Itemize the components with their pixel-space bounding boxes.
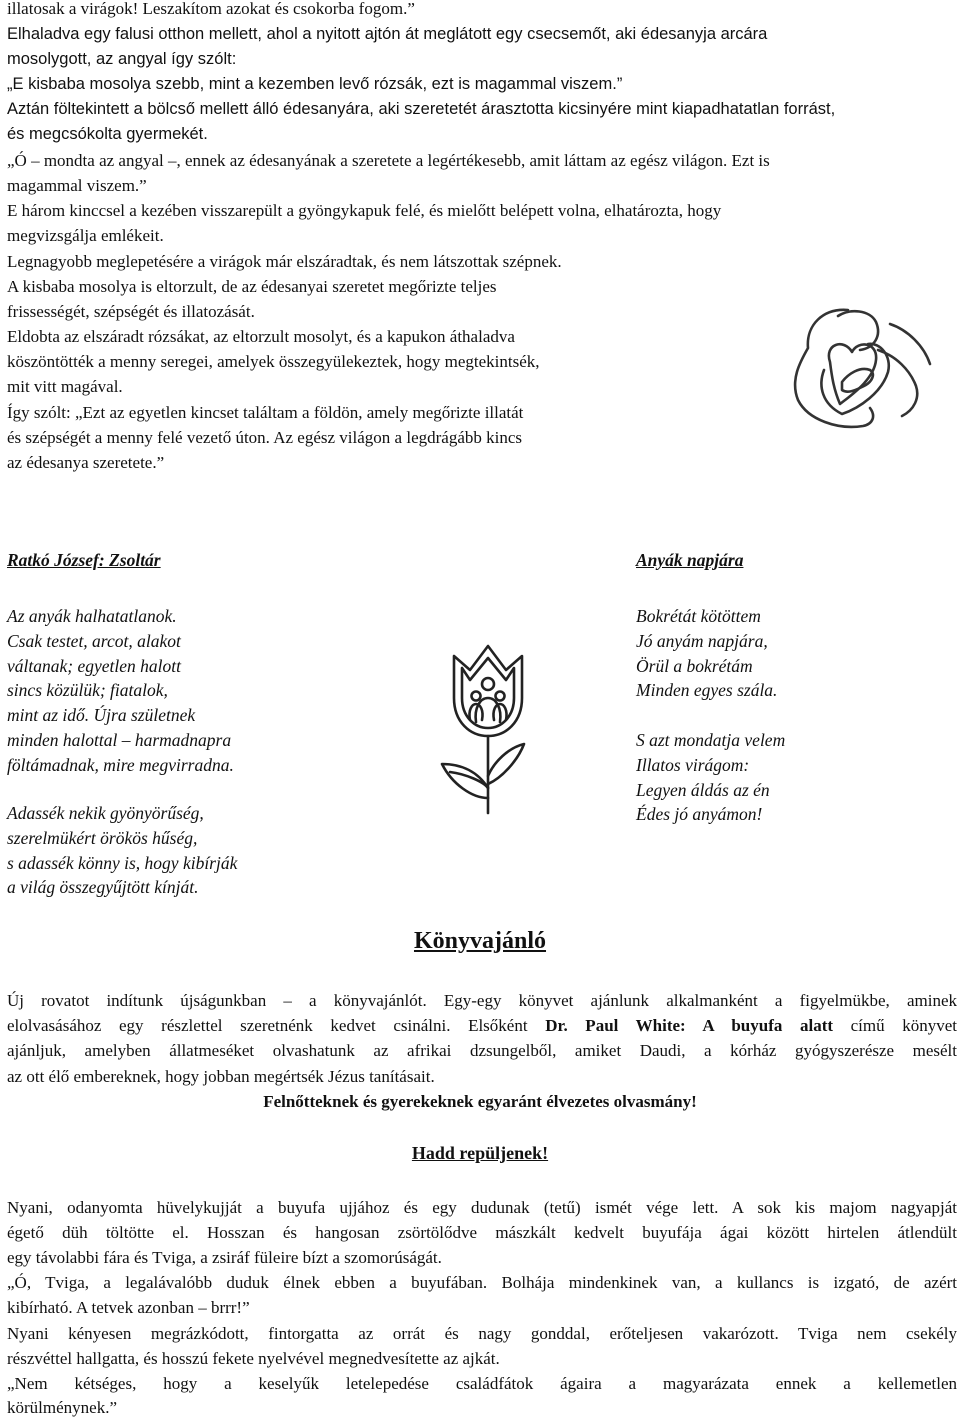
paragraph-line: [7, 1013, 957, 1038]
story-line: és megcsókolta gyermekét.: [7, 125, 208, 143]
poem-stanza: [7, 801, 237, 900]
poem-line: Legyen áldás az én: [636, 779, 770, 800]
poem-stanza: [636, 728, 785, 827]
story-line: Így szólt: „Ezt az egyetlen kincset találtam a földön, amely megőrizte illatát: [7, 403, 524, 422]
story-line: mosolygott, az angyal így szólt:: [7, 50, 237, 68]
poem-line: mint az idő. Újra születnek: [7, 705, 196, 726]
story-line: „E kisbaba mosolya szebb, mint a kezemben levő rózsák, ezt is magammal viszem.”: [7, 75, 623, 93]
paragraph-line: Új rovatot indítunk újságunkban – a könyvajánlót. Egy-egy könyvet ajánlunk alkalmanként a figyelmükbe, aminek: [7, 991, 957, 1010]
story-line: frissességét, szépségét és illatozását.: [7, 302, 255, 321]
poem-title-left: Ratkó József: Zsoltár: [7, 550, 161, 570]
poem-stanza: [636, 604, 777, 703]
story-line: az édesanya szeretete.”: [7, 453, 165, 472]
poem-line: Csak testet, arcot, alakot: [7, 630, 181, 651]
poem-line: szerelmükért örökös hűség,: [7, 827, 198, 848]
story-line: köszöntötték a menny seregei, amelyek összegyülekeztek, hogy megtekintsék,: [7, 352, 540, 371]
paragraph-line: körülménynek.”: [7, 1398, 117, 1417]
poem-line: Minden egyes szála.: [636, 680, 778, 701]
poem-line: Bokrétát kötöttem: [636, 606, 761, 626]
poem-line: Jó anyám napjára,: [636, 630, 768, 651]
poem-line: föltámadnak, mire megvirradna.: [7, 754, 234, 775]
paragraph-line: ajánljuk, amelyben állatmeséket olvashatunk az afrikai dzsungelből, amiket Daudi, a kórház gyógyszerésze mesélt: [7, 1041, 957, 1060]
text-span: elolvasásához egy részlettel szeretnénk kedvet csinálni. Elsőként: [7, 1016, 546, 1035]
paragraph-line: az ott élő embereknek, hogy jobban megértsék Jézus tanításait.: [7, 1067, 435, 1086]
poem-line: váltanak; egyetlen halott: [7, 655, 181, 676]
poem-line: Illatos virágom:: [636, 754, 750, 775]
recommendation: Felnőtteknek és gyerekeknek egyaránt élvezetes olvasmány!: [263, 1092, 697, 1111]
story-line: E három kinccsel a kezében visszarepült a gyöngykapuk felé, és mielőtt belépett volna, elhatározta, hogy: [7, 201, 722, 220]
paragraph-line: részvéttel hallgatta, és hosszú fekete nyelvével megnedvesítette az ajkát.: [7, 1349, 500, 1368]
story-title: Hadd repüljenek!: [411, 1143, 549, 1163]
poem-line: Az anyák halhatatlanok.: [7, 606, 177, 626]
poem-line: sincs közülük; fiatalok,: [7, 680, 168, 701]
story-line: Legnagyobb meglepetésére a virágok már elszáradtak, és nem látszottak szépnek.: [7, 252, 562, 271]
story-line: mit vitt magával.: [7, 377, 123, 396]
text-span: című könyvet: [833, 1016, 957, 1035]
story-line: „Ó – mondta az angyal –, ennek az édesanyának a szeretete a legértékesebb, amit láttam az egész világon. Ezt is: [7, 151, 770, 170]
section-heading: Könyvajánló: [413, 928, 547, 954]
poem-title-right: Anyák napjára: [636, 550, 744, 570]
paragraph-line: „Ó, Tviga, a legalávalóbb duduk élnek ebben a buyufában. Bolhája mindenkinek van, a kullancs is izgató, de azért: [7, 1273, 957, 1292]
story-line: A kisbaba mosolya is eltorzult, de az édesanyai szeretet megőrizte teljes: [7, 277, 497, 296]
poem-line: S azt mondatja velem: [636, 730, 786, 750]
poem-line: Édes jó anyámon!: [636, 804, 763, 825]
story-line: megvizsgálja emlékeit.: [7, 226, 164, 245]
paragraph-line: Nyani kényesen megrázkódott, fintorgatta az orrát és nagy gonddal, erőteljesen vakarózott. Tviga nem csekély: [7, 1324, 957, 1343]
poem-line: a világ összegyűjtött kínját.: [7, 877, 199, 898]
story-line: Aztán föltekintett a bölcső mellett álló édesanyára, aki szeretetét árasztotta kicsinyére mint kiapadhatatlan forrást,: [7, 100, 836, 118]
mother-child-heart-icon: [778, 300, 958, 435]
paragraph-line: „Nem kétséges, hogy a keselyűk letelepedése családfátok ágaira a magyarázata ennek a kellemetlen: [7, 1374, 957, 1393]
story-line: magammal viszem.”: [7, 176, 147, 195]
paragraph-line: egy távolabbi fára és Tviga, a zsiráf füleire bízt a szomorúságát.: [7, 1248, 442, 1267]
story-line: Elhaladva egy falusi otthon mellett, ahol a nyitott ajtón át meglátott egy csecsemőt, aki édesanyja arcára: [7, 25, 768, 43]
paragraph-line: égető düh töltötte el. Hosszan és hangosan zsörtölődve mászkált kedvelt buyufája ágai között hirtelen átlendült: [7, 1223, 957, 1242]
tulip-family-icon: [432, 638, 544, 818]
poem-line: Örül a bokrétám: [636, 655, 753, 676]
book-title: Dr. Paul White: A buyufa alatt: [545, 1016, 834, 1035]
poem-line: minden halottal – harmadnapra: [7, 729, 232, 750]
poem-line: Adassék nekik gyönyörűség,: [7, 803, 204, 823]
poem-stanza: [7, 604, 234, 778]
story-line: illatosak a virágok! Leszakítom azokat és csokorba fogom.”: [7, 0, 415, 18]
story-line: és szépségét a menny felé vezető úton. Az egész világon a legdrágább kincs: [7, 428, 522, 447]
paragraph-line: Nyani, odanyomta hüvelykujját a buyufa ujjához és egy dudunak (tetű) ismét vége lett. A sok kis majom nagyapját: [7, 1198, 957, 1217]
poem-line: s adassék könny is, hogy kibírják: [7, 852, 238, 873]
paragraph-line: kibírható. A tetvek azonban – brrr!”: [7, 1298, 250, 1317]
story-line: Eldobta az elszáradt rózsákat, az eltorzult mosolyt, és a kapukon áthaladva: [7, 327, 515, 346]
